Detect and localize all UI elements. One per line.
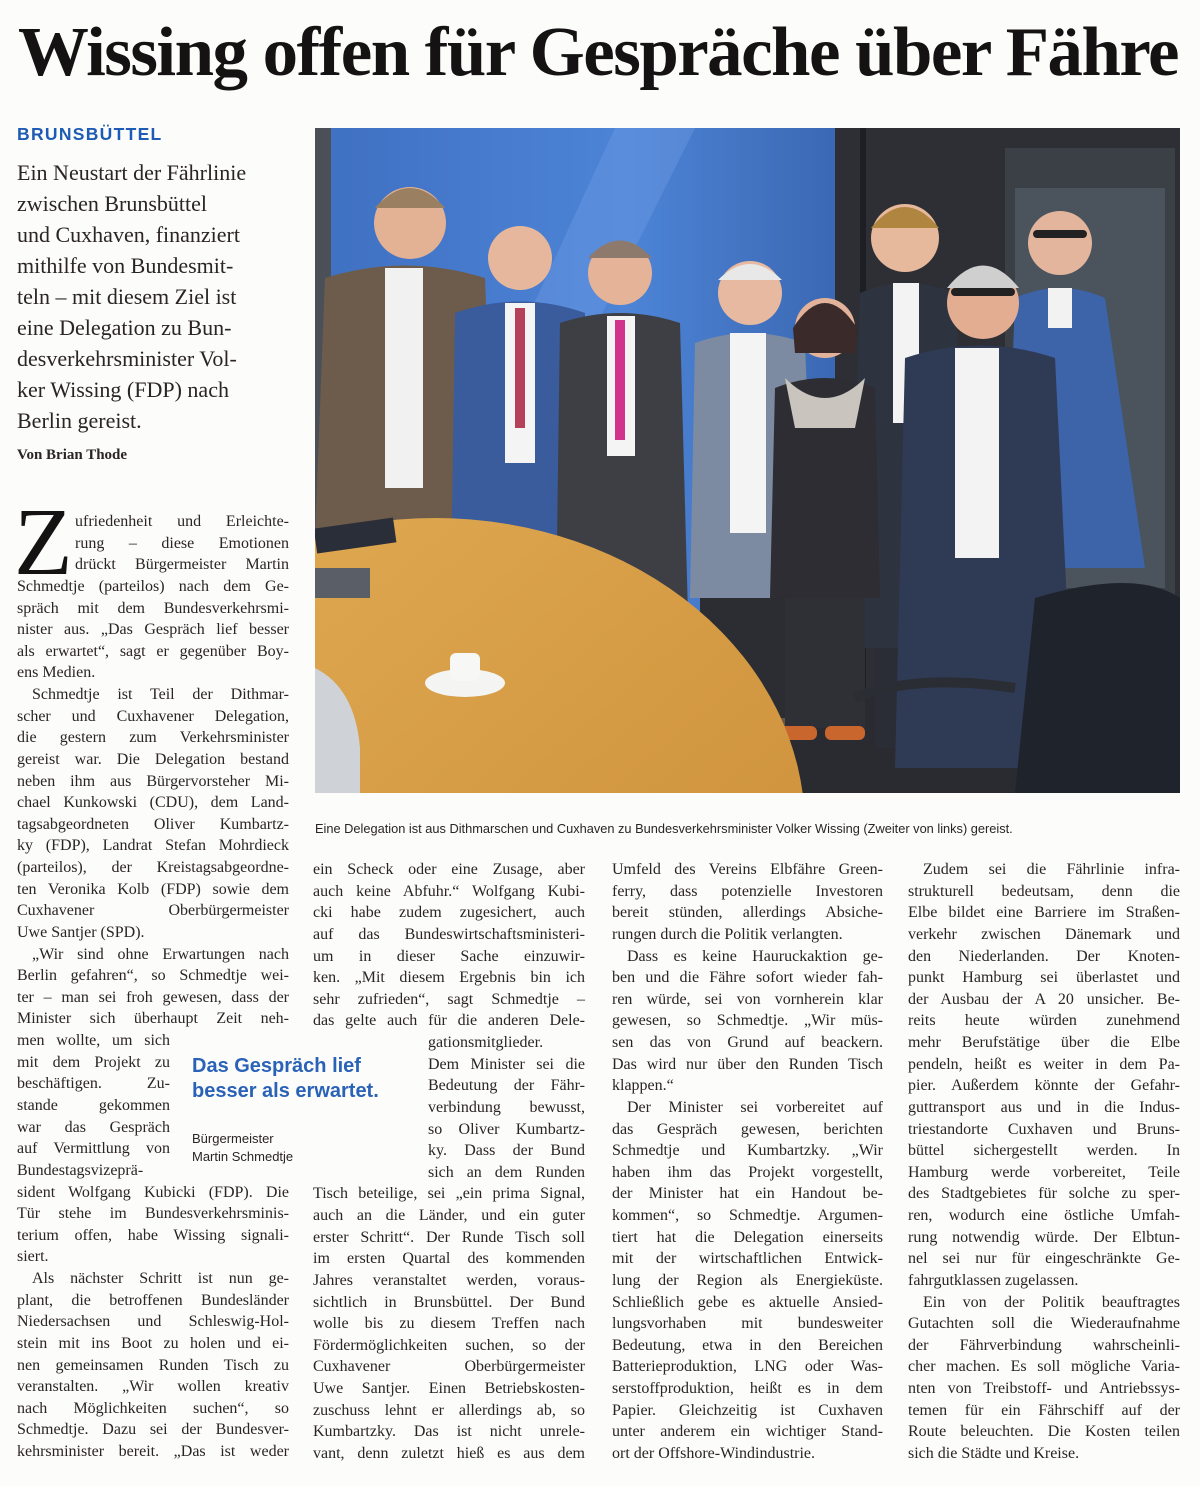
body-line: unter anderem ein wichtiger Stand- (612, 1423, 883, 1441)
body-line: sichtlich in Brunsbüttel. Der Bund (313, 1293, 585, 1311)
headline-text: Wissing offen für Gespräche über Fähre (18, 14, 1178, 91)
body-line: nel sei nur für eingeschränkte Ge- (908, 1250, 1180, 1268)
body-line: fahrgutklassen zugelassen. (908, 1271, 1079, 1289)
body-line: haben ihm das Projekt vorgestellt, (612, 1163, 883, 1181)
body-line: nen gemeinsamen Runden Tisch zu (17, 1356, 289, 1374)
body-line: chael Kunkowski (CDU), dem Land- (17, 794, 289, 812)
teaser-line: Ein Neustart der Fährlinie (17, 160, 247, 185)
body-line: auch an die Länder, und ein guter (313, 1207, 585, 1225)
body-line: tagsabgeordneten Oliver Kumbartz- (17, 815, 289, 833)
body-line: Batterieproduktion, LNG oder Was- (612, 1358, 883, 1376)
body-line: gewesen, so Schmedtje. „Wir müs- (612, 1012, 883, 1030)
body-line: rung notwendig würde. Der Elbtun- (908, 1228, 1180, 1246)
pull-quote-attribution (192, 1130, 342, 1166)
body-line: lungsvorhaben mit bundesweiter (612, 1315, 883, 1333)
body-line: men wollte, um sich (17, 1032, 170, 1050)
body-line: Minister sich überhaupt Zeit neh- (17, 1010, 289, 1028)
body-line: Cuxhavener Oberbürgermeister (17, 902, 289, 920)
body-line: das Gespräch gewesen, berichten (612, 1120, 883, 1138)
body-line: Berlin gefahren“, so Schmedtje wei- (17, 967, 289, 985)
body-line: des Stadtgebietes für solche zu sper- (908, 1185, 1180, 1203)
body-line: „Wir sind ohne Erwartungen nach (32, 945, 289, 963)
kicker-location: BRUNSBÜTTEL (17, 124, 163, 144)
body-line: Fördermöglichkeiten suchen, so der (313, 1336, 585, 1354)
body-line: Route beleuchten. Die Kosten teilen (908, 1423, 1180, 1441)
body-line: ferry, dass potenzielle Investoren (612, 882, 883, 900)
body-line: Papier. Gleichzeitig ist Cuxhaven (612, 1401, 883, 1419)
body-line: terium offen, habe Wissing signali- (17, 1226, 289, 1244)
body-line: wolle bis zu diesem Treffen nach (313, 1315, 585, 1333)
body-line: sident Wolfgang Kubicki (FDP). Die (17, 1183, 289, 1201)
body-line: veranstalten. „Wir wollen kreativ (17, 1378, 289, 1396)
body-line: Dem Minister sei die (428, 1055, 585, 1073)
pull-quote-line: besser als erwartet. (192, 1080, 379, 1102)
body-line: den Niederlanden. Der Knoten- (908, 947, 1180, 965)
body-line: stande gekommen (17, 1097, 170, 1114)
body-line: nten von Treibstoff- und Antriebssys- (908, 1380, 1180, 1398)
body-line: war das Gespräch (17, 1118, 170, 1136)
teaser-line: mithilfe von Bundesmit- (17, 253, 234, 278)
teaser-line: teln – mit diesem Ziel ist (17, 284, 237, 309)
body-line: das gelte auch für die anderen Dele- (313, 1012, 585, 1030)
body-line: ren, wodurch eine östliche Umfah- (908, 1207, 1180, 1225)
body-line: auch keine Abfuhr.“ Wolfgang Kubi- (313, 882, 585, 900)
body-line: Schmedtje (parteilos) nach dem Ge- (17, 577, 289, 595)
body-line: ort der Offshore-Windindustrie. (612, 1445, 816, 1462)
body-line: Schmedtje und Kumbartzky. „Wir (612, 1142, 883, 1160)
pull-quote (192, 1054, 422, 1104)
body-line: zuschuss lehnt er allerdings ab, so (313, 1401, 585, 1419)
body-line: plant, die betroffenen Bundesländer (17, 1291, 289, 1309)
body-line: der Fährverbindung wahrscheinli- (908, 1336, 1180, 1354)
body-line: sehr zufrieden“, sagt Schmedtje – (313, 990, 585, 1008)
body-line: Dass es keine Hauruckaktion ge- (627, 947, 883, 965)
body-line: nach Möglichkeiten suchen“, so (17, 1399, 289, 1417)
byline: Von Brian Thode (17, 447, 128, 463)
body-line: reits heute würden zunehmend (908, 1012, 1180, 1030)
body-line: Kumbartzky. Das ist nicht unrele- (313, 1423, 585, 1441)
body-line: Jahres veranstaltet werden, voraus- (313, 1271, 585, 1289)
body-line: Zudem sei die Fährlinie infra- (923, 861, 1180, 878)
photo-scene (315, 128, 1180, 793)
body-line: Hamburg werde vorbereitet, Teile (908, 1163, 1180, 1181)
body-line: ten Veronika Kolb (FDP) sowie dem (17, 880, 289, 898)
body-line: Schmedtje ist Teil der Dithmar- (32, 686, 289, 704)
body-line: büttel sichergestellt werden. In (908, 1142, 1180, 1160)
body-line: Bundestagsvizeprä- (17, 1161, 144, 1179)
body-line: lung der Region als Energieküste. (612, 1271, 883, 1289)
body-line: der Minister hat ein Handout be- (612, 1185, 883, 1203)
photo-caption: Eine Delegation ist aus Dithmarschen und Cuxhaven zu Bundesverkehrsminister Volker Wissing (Zweiter von links) gereist. (315, 821, 1013, 836)
body-line: sen das von Grund auf beackern. (612, 1034, 883, 1052)
body-line: als erwartet“, sagt er gegenüber Boy- (17, 642, 289, 660)
body-line: siert. (17, 1248, 49, 1266)
body-line: Tür stehe im Bundesverkehrsminis- (17, 1205, 289, 1223)
body-line: pier. Außerdem könnte der Gefahr- (908, 1077, 1180, 1095)
body-line: triestandorte Cuxhaven und Bruns- (908, 1120, 1180, 1138)
body-line: mit der wirtschaftlichen Entwick- (612, 1250, 883, 1268)
pull-quote-line: Das Gespräch lief (192, 1055, 361, 1077)
body-line: serstoffproduktion, heißt es in dem (612, 1380, 883, 1398)
body-line: neben ihm aus Bürgervorsteher Mi- (17, 772, 289, 790)
body-line: rung – diese Emotionen (75, 534, 289, 552)
body-line: sich die Städte und Kreise. (908, 1445, 1080, 1462)
body-line: ky. Dass der Bund (428, 1142, 585, 1160)
body-line: mehr Berufstätige über die Elbe (908, 1034, 1180, 1052)
body-line: rungen durch die Politik verlangten. (612, 925, 843, 943)
body-line: ens Medien. (17, 664, 96, 682)
teaser-line: eine Delegation zu Bun- (17, 315, 232, 340)
drop-cap: Z (14, 500, 73, 578)
body-line: verkehr zwischen Dänemark und (908, 925, 1180, 943)
body-line: ben und die Fähre sofort wieder fah- (612, 969, 883, 987)
body-line: nister aus. „Das Gespräch lief besser (17, 621, 289, 639)
body-line: bereit stünden, allerdings Absiche- (612, 904, 883, 922)
teaser-line: desverkehrsminister Vol- (17, 346, 237, 371)
attribution-line: Bürgermeister (192, 1131, 274, 1146)
body-line: (parteilos), der Kreistagsabgeordne- (17, 859, 289, 877)
body-line: pendeln, heißt es weiter in dem Pa- (908, 1055, 1180, 1073)
body-line: Bedeutung, etwa in den Bereichen (612, 1336, 883, 1354)
body-line: Tisch beteilige, sei „ein prima Signal, (313, 1185, 585, 1203)
body-line: guttransport aus und in die Indus- (908, 1098, 1180, 1116)
body-line: Das wird nur über den Runden Tisch (612, 1055, 883, 1073)
body-line: vant, denn zuletzt hieß es aus dem (313, 1445, 585, 1462)
teaser-line: ker Wissing (FDP) nach (17, 377, 229, 402)
body-line: scher und Cuxhavener Delegation, (17, 707, 289, 725)
body-line: Uwe Santjer. Einen Betriebskosten- (313, 1380, 585, 1398)
body-line: gationsmitglieder. (428, 1034, 544, 1052)
body-line: auf das Bundeswirtschaftsministeri- (313, 925, 585, 943)
body-line: Niedersachsen und Schleswig-Hol- (17, 1313, 289, 1331)
attribution-line: Martin Schmedtje (192, 1149, 294, 1164)
body-line: temen für ein Fährschiff auf der (908, 1401, 1180, 1419)
body-line: beschäftigen. Zu- (17, 1075, 170, 1093)
body-line: kehrsminister bereit. „Das ist weder (17, 1443, 289, 1461)
body-line: Schließlich gebe es aktuelle Ansied- (612, 1293, 883, 1311)
teaser-line: Berlin gereist. (17, 408, 142, 433)
body-line: spräch mit dem Bundesverkehrsmi- (17, 599, 289, 617)
body-line: sich an dem Runden (428, 1163, 585, 1181)
body-line: um in dieser Sache einzuwir- (313, 947, 585, 965)
body-line: Schmedtje. Dazu sei der Bundesver- (17, 1421, 289, 1439)
body-line: die gestern zum Verkehrsminister (17, 729, 289, 747)
body-line: gereist war. Die Delegation bestand (17, 750, 289, 768)
body-line: ken. „Mit diesem Ergebnis bin ich (313, 969, 585, 987)
body-line: verbindung bewusst, (428, 1098, 585, 1116)
body-line: punkt Hamburg sei überlastet und (908, 969, 1180, 987)
body-line: cher machen. Es soll mögliche Varia- (908, 1358, 1180, 1376)
body-line: tiert hat die Delegation einerseits (612, 1228, 883, 1246)
body-line: so Oliver Kumbartz- (428, 1120, 585, 1138)
body-line: Der Minister sei vorbereitet auf (627, 1098, 883, 1116)
body-line: Bedeutung der Fähr- (428, 1077, 585, 1095)
body-line: mit dem Projekt zu (17, 1053, 170, 1071)
body-line: Ein von der Politik beauftragtes (923, 1293, 1180, 1311)
body-line: im ersten Quartal des kommenden (313, 1250, 585, 1268)
body-line: ein Scheck oder eine Zusage, aber (313, 861, 585, 878)
body-line: Als nächster Schritt ist nun ge- (32, 1270, 289, 1288)
body-line: der Ausbau der A 20 unsicher. Be- (908, 990, 1180, 1008)
body-line: cki habe zudem zugesichert, auch (313, 904, 585, 922)
body-line: auf Vermittlung von (17, 1140, 170, 1158)
teaser-line: zwischen Brunsbüttel (17, 191, 208, 216)
body-line: ufriedenheit und Erleichte- (75, 513, 289, 530)
body-line: Uwe Santjer (SPD). (17, 923, 145, 941)
article-photo (315, 128, 1180, 793)
body-line: ky (FDP), Landrat Stefan Mohrdieck (17, 837, 289, 855)
body-line: stein mit ins Boot zu holen und ei- (17, 1334, 289, 1352)
body-line: ter – man sei froh gewesen, dass der (17, 988, 289, 1006)
body-line: klappen.“ (612, 1077, 674, 1095)
body-line: Cuxhavener Oberbürgermeister (313, 1358, 585, 1376)
body-line: Umfeld des Vereins Elbfähre Green- (612, 861, 883, 878)
body-line: Elbe bildet eine Barriere im Straßen- (908, 904, 1180, 922)
headline (18, 8, 1180, 98)
body-line: erster Schritt“. Der Runde Tisch soll (313, 1228, 585, 1246)
body-line: Gutachten soll die Wiederaufnahme (908, 1315, 1180, 1333)
body-line: kommen“, so Schmedtje. Argumen- (612, 1207, 883, 1225)
body-line: strukturell bedeutsam, denn die (908, 882, 1180, 900)
teaser-line: und Cuxhaven, finanziert (17, 222, 240, 247)
body-line: drückt Bürgermeister Martin (75, 556, 289, 574)
body-line: ren würde, sei von vornherein klar (612, 990, 883, 1008)
